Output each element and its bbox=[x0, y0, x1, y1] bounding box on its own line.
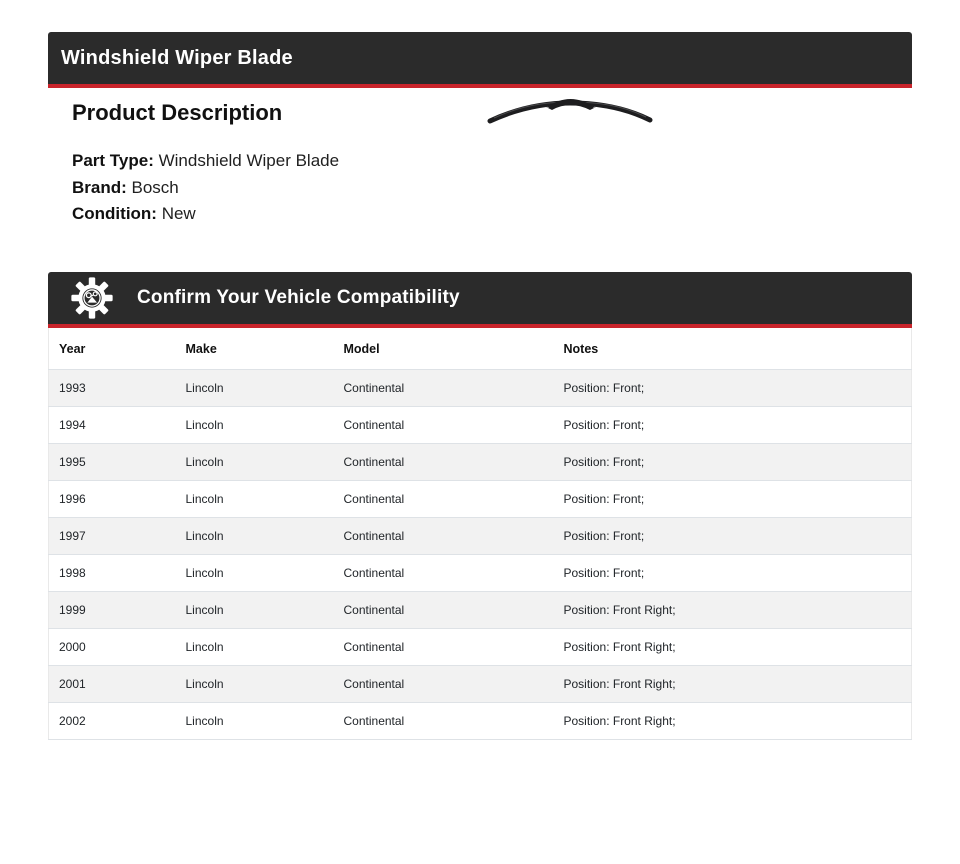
table-row bbox=[49, 554, 912, 591]
attribute-condition bbox=[72, 201, 912, 228]
column-header-model: Model bbox=[334, 328, 554, 370]
table-cell: Continental bbox=[334, 369, 554, 406]
table-cell: 1993 bbox=[49, 369, 176, 406]
table-cell: Continental bbox=[334, 702, 554, 739]
table-cell: Continental bbox=[334, 591, 554, 628]
product-description-heading: Product Description bbox=[72, 100, 283, 125]
table-cell: 1994 bbox=[49, 406, 176, 443]
table-header-row bbox=[49, 328, 912, 370]
table-cell: 1998 bbox=[49, 554, 176, 591]
table-cell: Continental bbox=[334, 665, 554, 702]
table-cell: Position: Front; bbox=[554, 369, 912, 406]
table-cell: Continental bbox=[334, 406, 554, 443]
compatibility-table bbox=[48, 328, 912, 740]
table-cell: Continental bbox=[334, 554, 554, 591]
attribute-value: Bosch bbox=[131, 177, 179, 197]
table-row bbox=[49, 369, 912, 406]
column-header-notes: Notes bbox=[554, 328, 912, 370]
table-cell: Lincoln bbox=[176, 702, 334, 739]
table-cell: Position: Front; bbox=[554, 406, 912, 443]
table-row bbox=[49, 665, 912, 702]
product-title-bar bbox=[48, 32, 912, 88]
table-cell: Lincoln bbox=[176, 480, 334, 517]
attribute-label: Brand: bbox=[72, 177, 127, 197]
table-cell: 1997 bbox=[49, 517, 176, 554]
attribute-label: Condition: bbox=[72, 204, 157, 223]
attribute-brand bbox=[72, 175, 912, 202]
table-cell: Continental bbox=[334, 517, 554, 554]
table-cell: Lincoln bbox=[176, 406, 334, 443]
table-cell: 2001 bbox=[49, 665, 176, 702]
table-cell: Lincoln bbox=[176, 443, 334, 480]
table-row bbox=[49, 628, 912, 665]
wiper-blade-image bbox=[486, 96, 654, 128]
table-row bbox=[49, 443, 912, 480]
table-cell: 2002 bbox=[49, 702, 176, 739]
table-cell: Position: Front; bbox=[554, 517, 912, 554]
table-cell: Lincoln bbox=[176, 554, 334, 591]
table-row bbox=[49, 517, 912, 554]
attribute-value: New bbox=[161, 204, 196, 223]
table-cell: Lincoln bbox=[176, 628, 334, 665]
table-body bbox=[49, 369, 912, 739]
table-row bbox=[49, 406, 912, 443]
attribute-part-type bbox=[72, 148, 912, 175]
table-cell: Continental bbox=[334, 628, 554, 665]
table-cell: Continental bbox=[334, 480, 554, 517]
product-description-section bbox=[48, 88, 912, 228]
table-cell: 2000 bbox=[49, 628, 176, 665]
table-row bbox=[49, 702, 912, 739]
attribute-value: Windshield Wiper Blade bbox=[158, 151, 340, 170]
table-cell: Lincoln bbox=[176, 591, 334, 628]
product-attributes bbox=[72, 126, 912, 228]
table-cell: Position: Front Right; bbox=[554, 628, 912, 665]
table-cell: Position: Front; bbox=[554, 554, 912, 591]
table-cell: Position: Front; bbox=[554, 443, 912, 480]
table-cell: Lincoln bbox=[176, 517, 334, 554]
table-cell: Continental bbox=[334, 443, 554, 480]
table-cell: Position: Front; bbox=[554, 480, 912, 517]
page-title: Windshield Wiper Blade bbox=[61, 46, 293, 69]
column-header-year: Year bbox=[49, 328, 176, 370]
table-cell: Position: Front Right; bbox=[554, 665, 912, 702]
compatibility-title: Confirm Your Vehicle Compatibility bbox=[137, 286, 460, 308]
table-cell: 1999 bbox=[49, 591, 176, 628]
table-cell: Lincoln bbox=[176, 665, 334, 702]
table-cell: Position: Front Right; bbox=[554, 591, 912, 628]
table-cell: 1996 bbox=[49, 480, 176, 517]
table-header bbox=[49, 328, 912, 370]
table-row bbox=[49, 591, 912, 628]
compatibility-header-bar bbox=[48, 272, 912, 328]
attribute-label: Part Type: bbox=[72, 151, 154, 170]
table-cell: Lincoln bbox=[176, 369, 334, 406]
table-cell: 1995 bbox=[49, 443, 176, 480]
table-row bbox=[49, 480, 912, 517]
column-header-make: Make bbox=[176, 328, 334, 370]
table-cell: Position: Front Right; bbox=[554, 702, 912, 739]
gear-icon bbox=[70, 276, 114, 320]
